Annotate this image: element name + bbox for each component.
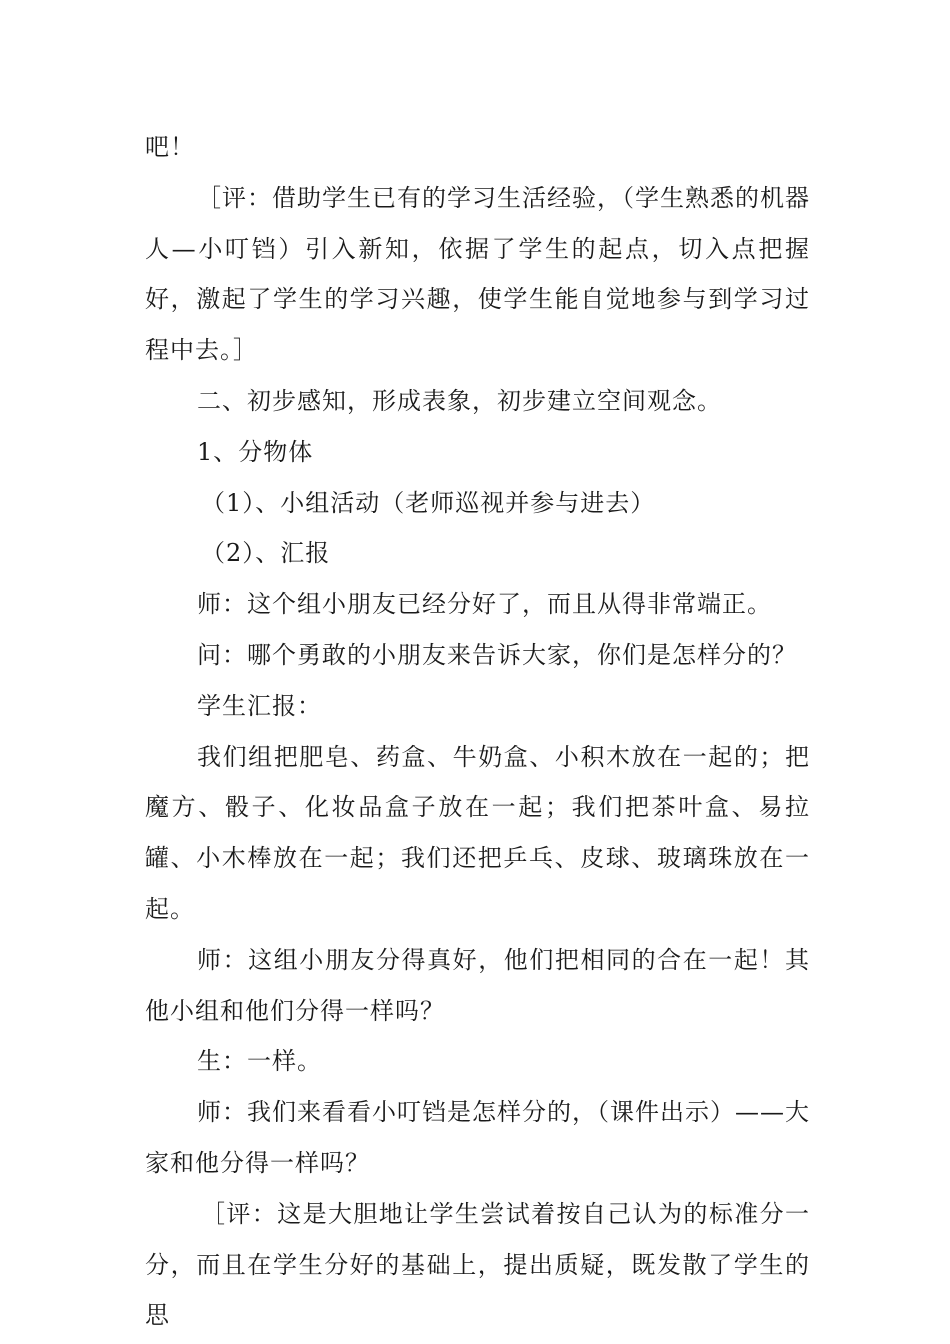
student-report-label: 学生汇报：: [197, 691, 322, 720]
teacher-line-1: 师：这个组小朋友已经分好了，而且从得非常端正。: [197, 590, 772, 619]
paragraph-continuation: 吧！: [145, 133, 195, 161]
section-heading-2: 二、初步感知，形成表象，初步建立空间观念。: [197, 386, 722, 415]
step-group-activity: （1）、小组活动（老师巡视并参与进去）: [201, 488, 656, 517]
subheading-sort-objects: 1、分物体: [197, 437, 314, 466]
document-body: [145, 122, 810, 1341]
paragraph-commentary-1: ［评：借助学生已有的学习生活经验，（学生熟悉的机器人—小叮铛）引入新知，依据了学生的起点，切入点把握好，激起了学生的学习兴趣，使学生能自觉地参与到学习过程中去。］: [145, 183, 810, 365]
question-line: 问：哪个勇敢的小朋友来告诉大家，你们是怎样分的？: [197, 640, 797, 669]
teacher-line-3: 师：我们来看看小叮铛是怎样分的，（课件出示）——大家和他分得一样吗？: [145, 1098, 810, 1177]
student-report-content: 我们组把肥皂、药盒、牛奶盒、小积木放在一起的；把魔方、骰子、化妆品盒子放在一起；我们把茶叶盒、易拉罐、小木棒放在一起；我们还把乒乓、皮球、玻璃珠放在一起。: [145, 742, 810, 923]
teacher-line-2: 师：这组小朋友分得真好，他们把相同的合在一起！其他小组和他们分得一样吗？: [145, 945, 810, 1025]
step-report: （2）、汇报: [201, 539, 331, 568]
paragraph-commentary-2: ［评：这是大胆地让学生尝试着按自己认为的标准分一分，而且在学生分好的基础上，提出质疑，既发散了学生的思: [145, 1199, 810, 1330]
student-answer: 生：一样。: [197, 1047, 322, 1076]
